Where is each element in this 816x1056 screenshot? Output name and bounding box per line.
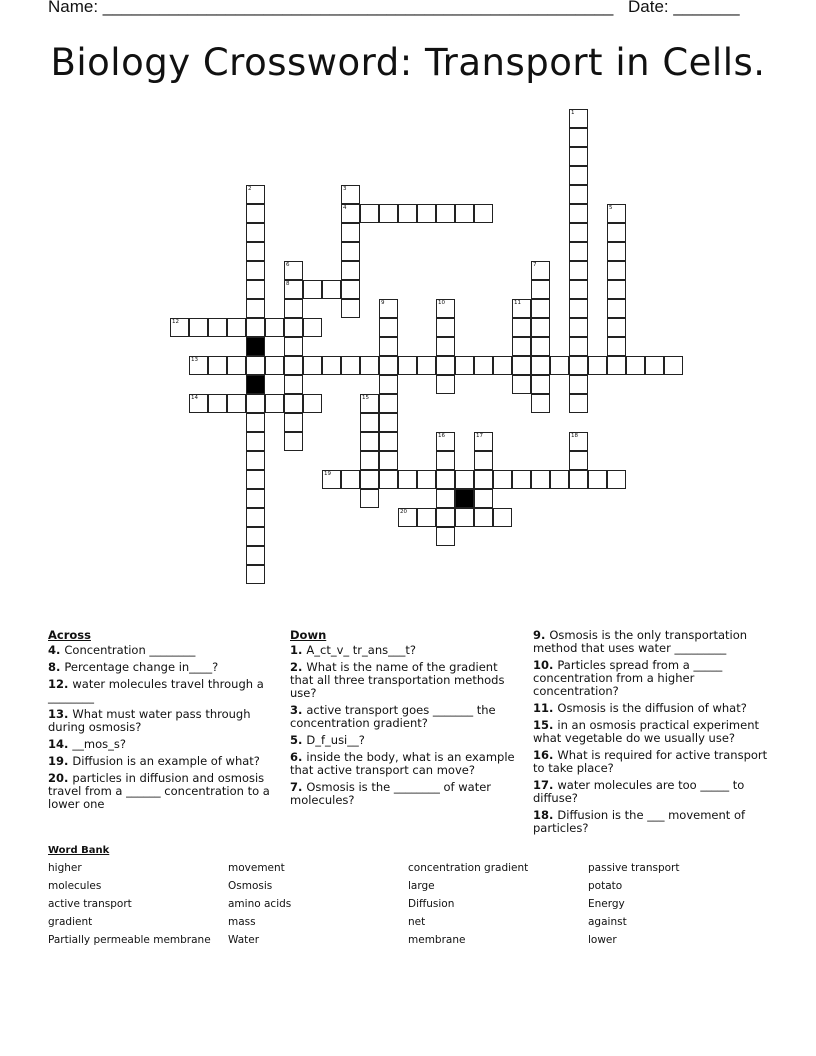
word-bank-item: movement — [228, 862, 285, 874]
crossword-cell[interactable] — [436, 489, 455, 508]
crossword-cell[interactable] — [512, 470, 531, 489]
crossword-cell[interactable] — [569, 109, 588, 128]
crossword-cell[interactable] — [417, 204, 436, 223]
clue: 2. What is the name of the gradient that all three transportation methods use? — [290, 660, 505, 700]
word-bank-item: higher — [48, 862, 82, 874]
crossword-cell[interactable] — [360, 470, 379, 489]
crossword-cell[interactable] — [341, 356, 360, 375]
clue: 7. Osmosis is the ________ of water molecules? — [290, 780, 492, 807]
crossword-cell[interactable] — [569, 432, 588, 451]
crossword-cell[interactable] — [341, 223, 360, 242]
crossword-cell[interactable] — [246, 280, 265, 299]
clue: 19. Diffusion is an example of what? — [48, 754, 260, 768]
crossword-cell[interactable] — [436, 432, 455, 451]
word-bank-item: lower — [588, 934, 617, 946]
clue: 14. __mos_s? — [48, 737, 126, 751]
word-bank-item: net — [408, 916, 426, 928]
crossword-cell[interactable] — [246, 451, 265, 470]
crossword-cell[interactable] — [474, 489, 493, 508]
crossword-cell[interactable] — [569, 318, 588, 337]
crossword-cell[interactable] — [170, 318, 189, 337]
crossword-cell[interactable] — [493, 356, 512, 375]
crossword-cell[interactable] — [246, 565, 265, 584]
crossword-cell[interactable] — [531, 375, 550, 394]
clue-number: 6 — [286, 262, 290, 268]
crossword-cell[interactable] — [341, 280, 360, 299]
crossword-cell[interactable] — [284, 432, 303, 451]
word-bank-item: Water — [228, 934, 260, 946]
crossword-block — [246, 337, 265, 356]
clue-number: 14 — [191, 395, 198, 401]
crossword-cell[interactable] — [417, 508, 436, 527]
crossword-cell[interactable] — [607, 204, 626, 223]
crossword-cell[interactable] — [246, 185, 265, 204]
clue-number: 12 — [172, 319, 179, 325]
crossword-cell[interactable] — [436, 204, 455, 223]
crossword-cell[interactable] — [607, 318, 626, 337]
crossword-cell[interactable] — [246, 204, 265, 223]
clue-number: 16 — [438, 433, 445, 439]
crossword-cell[interactable] — [569, 337, 588, 356]
crossword-cell[interactable] — [531, 337, 550, 356]
crossword-cell[interactable] — [341, 185, 360, 204]
crossword-cell[interactable] — [341, 299, 360, 318]
crossword-cell[interactable] — [569, 394, 588, 413]
crossword-cell[interactable] — [569, 223, 588, 242]
crossword-cell[interactable] — [512, 299, 531, 318]
crossword-cell[interactable] — [455, 204, 474, 223]
crossword-cell[interactable] — [246, 318, 265, 337]
clue: 11. Osmosis is the diffusion of what? — [533, 701, 747, 715]
crossword-cell[interactable] — [246, 242, 265, 261]
crossword-cell[interactable] — [569, 375, 588, 394]
crossword-cell[interactable] — [246, 489, 265, 508]
word-bank-item: gradient — [48, 916, 93, 928]
crossword-cell[interactable] — [360, 489, 379, 508]
crossword-cell[interactable] — [284, 280, 303, 299]
crossword-cell[interactable] — [189, 356, 208, 375]
crossword-cell[interactable] — [246, 356, 265, 375]
clue: 9. Osmosis is the only transportation method that uses water _________ — [533, 628, 748, 655]
across-heading: Across — [48, 628, 91, 642]
down-clues — [290, 629, 518, 811]
crossword-cell[interactable] — [379, 337, 398, 356]
crossword-cell[interactable] — [303, 394, 322, 413]
crossword-cell[interactable] — [189, 394, 208, 413]
crossword-cell[interactable] — [474, 432, 493, 451]
crossword-cell[interactable] — [436, 299, 455, 318]
crossword-cell[interactable] — [417, 470, 436, 489]
crossword-block — [455, 489, 474, 508]
page-title: Biology Crossword: Transport in Cells. — [50, 41, 766, 84]
crossword-cell[interactable] — [379, 375, 398, 394]
crossword-cell[interactable] — [512, 356, 531, 375]
crossword-cell[interactable] — [227, 394, 246, 413]
word-bank-heading: Word Bank — [48, 845, 110, 856]
clue: 13. What must water pass through during osmosis? — [48, 707, 251, 734]
crossword-cell[interactable] — [246, 261, 265, 280]
clue-number: 17 — [476, 433, 483, 439]
down-clues-continued — [533, 629, 768, 839]
name-field[interactable]: Name: ______________________________________________________ — [48, 0, 614, 16]
crossword-cell[interactable] — [550, 470, 569, 489]
crossword-cell[interactable] — [246, 470, 265, 489]
down-heading: Down — [290, 628, 327, 642]
crossword-cell[interactable] — [436, 508, 455, 527]
crossword-cell[interactable] — [360, 204, 379, 223]
crossword-cell[interactable] — [284, 318, 303, 337]
crossword-cell[interactable] — [512, 375, 531, 394]
clue-number: 18 — [571, 433, 578, 439]
crossword-cell[interactable] — [360, 356, 379, 375]
crossword-cell[interactable] — [531, 261, 550, 280]
clue-number: 4 — [343, 205, 347, 211]
crossword-cell[interactable] — [550, 356, 569, 375]
crossword-cell[interactable] — [569, 356, 588, 375]
crossword-cell[interactable] — [379, 204, 398, 223]
crossword-cell[interactable] — [607, 337, 626, 356]
crossword-cell[interactable] — [284, 299, 303, 318]
word-bank-item: Osmosis — [228, 880, 273, 892]
word-bank-item: amino acids — [228, 898, 292, 910]
clue-number: 2 — [248, 186, 252, 192]
crossword-cell[interactable] — [189, 318, 208, 337]
crossword-cell[interactable] — [436, 356, 455, 375]
crossword-cell[interactable] — [227, 318, 246, 337]
crossword-cell[interactable] — [246, 413, 265, 432]
crossword-cell[interactable] — [398, 356, 417, 375]
crossword-cell[interactable] — [208, 356, 227, 375]
crossword-cell[interactable] — [265, 356, 284, 375]
crossword-cell[interactable] — [569, 299, 588, 318]
crossword-cell[interactable] — [569, 204, 588, 223]
crossword-cell[interactable] — [474, 451, 493, 470]
crossword-cell[interactable] — [474, 356, 493, 375]
crossword-cell[interactable] — [246, 432, 265, 451]
crossword-cell[interactable] — [531, 470, 550, 489]
crossword-cell[interactable] — [322, 356, 341, 375]
crossword-cell[interactable] — [645, 356, 664, 375]
crossword-cell[interactable] — [569, 185, 588, 204]
crossword-cell[interactable] — [493, 470, 512, 489]
crossword-cell[interactable] — [455, 470, 474, 489]
crossword-cell[interactable] — [455, 508, 474, 527]
word-bank-item: molecules — [48, 880, 102, 892]
word-bank — [48, 845, 768, 946]
clue: 5. D_f_usi__? — [290, 733, 365, 747]
crossword-cell[interactable] — [531, 299, 550, 318]
crossword-cell[interactable] — [664, 356, 683, 375]
clue-number: 8 — [286, 281, 290, 287]
crossword-cell[interactable] — [379, 394, 398, 413]
crossword-cell[interactable] — [588, 470, 607, 489]
clue: 6. inside the body, what is an example that active transport can move? — [290, 750, 515, 777]
crossword-cell[interactable] — [360, 413, 379, 432]
across-clues — [48, 629, 276, 815]
crossword-cell[interactable] — [360, 451, 379, 470]
crossword-cell[interactable] — [512, 318, 531, 337]
clue: 10. Particles spread from a _____ concentration from a higher concentration? — [533, 658, 723, 698]
word-bank-item: Energy — [588, 898, 625, 910]
crossword-cell[interactable] — [607, 223, 626, 242]
crossword-cell[interactable] — [531, 356, 550, 375]
crossword-cell[interactable] — [417, 356, 436, 375]
crossword-cell[interactable] — [246, 508, 265, 527]
crossword-cell[interactable] — [284, 261, 303, 280]
crossword-cell[interactable] — [436, 375, 455, 394]
clue-number: 13 — [191, 357, 198, 363]
crossword-cell[interactable] — [265, 394, 284, 413]
clue-number: 11 — [514, 300, 521, 306]
crossword-cell[interactable] — [512, 337, 531, 356]
crossword-cell[interactable] — [436, 451, 455, 470]
word-bank-item: large — [408, 880, 435, 892]
crossword-cell[interactable] — [379, 318, 398, 337]
crossword-cell[interactable] — [379, 432, 398, 451]
crossword-cell[interactable] — [436, 337, 455, 356]
crossword-cell[interactable] — [607, 242, 626, 261]
crossword-cell[interactable] — [246, 527, 265, 546]
crossword-cell[interactable] — [379, 413, 398, 432]
crossword-cell[interactable] — [398, 470, 417, 489]
word-bank-item: against — [588, 916, 627, 928]
clue-number: 15 — [362, 395, 369, 401]
clue: 15. in an osmosis practical experiment what vegetable do we usually use? — [533, 718, 759, 745]
crossword-cell[interactable] — [303, 280, 322, 299]
clue-number: 7 — [533, 262, 537, 268]
crossword-cell[interactable] — [246, 299, 265, 318]
crossword-cell[interactable] — [569, 470, 588, 489]
crossword-cell[interactable] — [341, 242, 360, 261]
clue: 16. What is required for active transport to take place? — [533, 748, 768, 775]
clue: 20. particles in diffusion and osmosis travel from a ______ concentration to a lower one — [48, 771, 270, 811]
crossword-cell[interactable] — [436, 527, 455, 546]
crossword-cell[interactable] — [531, 318, 550, 337]
date-field[interactable]: Date: _______ — [628, 0, 740, 16]
crossword-cell[interactable] — [246, 546, 265, 565]
crossword-cell[interactable] — [360, 394, 379, 413]
crossword-cell[interactable] — [436, 318, 455, 337]
crossword-cell[interactable] — [626, 356, 645, 375]
clue-number: 19 — [324, 471, 331, 477]
header — [48, 0, 740, 17]
crossword-cell[interactable] — [607, 299, 626, 318]
clue-number: 5 — [609, 205, 613, 211]
crossword-block — [246, 375, 265, 394]
crossword-cell[interactable] — [303, 318, 322, 337]
crossword-cell[interactable] — [569, 166, 588, 185]
crossword-cell[interactable] — [531, 394, 550, 413]
clue: 12. water molecules travel through a ________ — [48, 677, 264, 704]
crossword-cell[interactable] — [607, 280, 626, 299]
crossword-cell[interactable] — [569, 242, 588, 261]
crossword-cell[interactable] — [455, 356, 474, 375]
crossword-cell[interactable] — [322, 470, 341, 489]
clue-number: 20 — [400, 509, 407, 515]
word-bank-item: Diffusion — [408, 898, 455, 910]
clue-number: 3 — [343, 186, 347, 192]
crossword-cell[interactable] — [284, 356, 303, 375]
crossword-cell[interactable] — [208, 394, 227, 413]
crossword-cell[interactable] — [284, 337, 303, 356]
crossword-cell[interactable] — [531, 280, 550, 299]
clue: 4. Concentration ________ — [48, 643, 196, 657]
crossword-cell[interactable] — [569, 128, 588, 147]
word-bank-item: membrane — [408, 934, 466, 946]
crossword-cell[interactable] — [208, 318, 227, 337]
clue-number: 10 — [438, 300, 445, 306]
crossword-cell[interactable] — [474, 204, 493, 223]
crossword-cell[interactable] — [303, 356, 322, 375]
crossword-cell[interactable] — [569, 261, 588, 280]
word-bank-item: mass — [228, 916, 256, 928]
crossword-cell[interactable] — [607, 470, 626, 489]
crossword-cell[interactable] — [436, 470, 455, 489]
crossword-cell[interactable] — [246, 223, 265, 242]
clue: 18. Diffusion is the ___ movement of particles? — [533, 808, 746, 835]
crossword-cell[interactable] — [379, 299, 398, 318]
crossword-cell[interactable] — [493, 508, 512, 527]
crossword-cell[interactable] — [341, 470, 360, 489]
crossword-cell[interactable] — [379, 470, 398, 489]
crossword-cell[interactable] — [607, 356, 626, 375]
clue: 17. water molecules are too _____ to diffuse? — [533, 778, 745, 805]
crossword-cell[interactable] — [379, 451, 398, 470]
crossword-cell[interactable] — [569, 147, 588, 166]
word-bank-item: active transport — [48, 898, 132, 910]
crossword-cell[interactable] — [607, 261, 626, 280]
clue-number: 9 — [381, 300, 385, 306]
crossword-cell[interactable] — [474, 470, 493, 489]
crossword-cell[interactable] — [284, 375, 303, 394]
crossword-cell[interactable] — [398, 508, 417, 527]
crossword-cell[interactable] — [341, 204, 360, 223]
crossword-cell[interactable] — [246, 394, 265, 413]
crossword-cell[interactable] — [569, 280, 588, 299]
crossword-cell[interactable] — [284, 413, 303, 432]
crossword-cell[interactable] — [398, 204, 417, 223]
crossword-cell[interactable] — [360, 432, 379, 451]
crossword-cell[interactable] — [341, 261, 360, 280]
crossword-cell[interactable] — [265, 318, 284, 337]
crossword-cell[interactable] — [588, 356, 607, 375]
crossword-cell[interactable] — [379, 356, 398, 375]
word-bank-item: concentration gradient — [408, 862, 529, 874]
clue-number: 1 — [571, 110, 575, 116]
clue: 1. A_ct_v_ tr_ans___t? — [290, 643, 416, 657]
crossword-cell[interactable] — [322, 280, 341, 299]
clue: 3. active transport goes _______ the concentration gradient? — [290, 703, 496, 730]
crossword-cell[interactable] — [569, 451, 588, 470]
word-bank-item: Partially permeable membrane — [48, 934, 211, 946]
word-bank-item: potato — [588, 880, 623, 892]
word-bank-item: passive transport — [588, 862, 680, 874]
crossword-cell[interactable] — [474, 508, 493, 527]
clue: 8. Percentage change in____? — [48, 660, 219, 674]
crossword-cell[interactable] — [284, 394, 303, 413]
crossword-cell[interactable] — [227, 356, 246, 375]
